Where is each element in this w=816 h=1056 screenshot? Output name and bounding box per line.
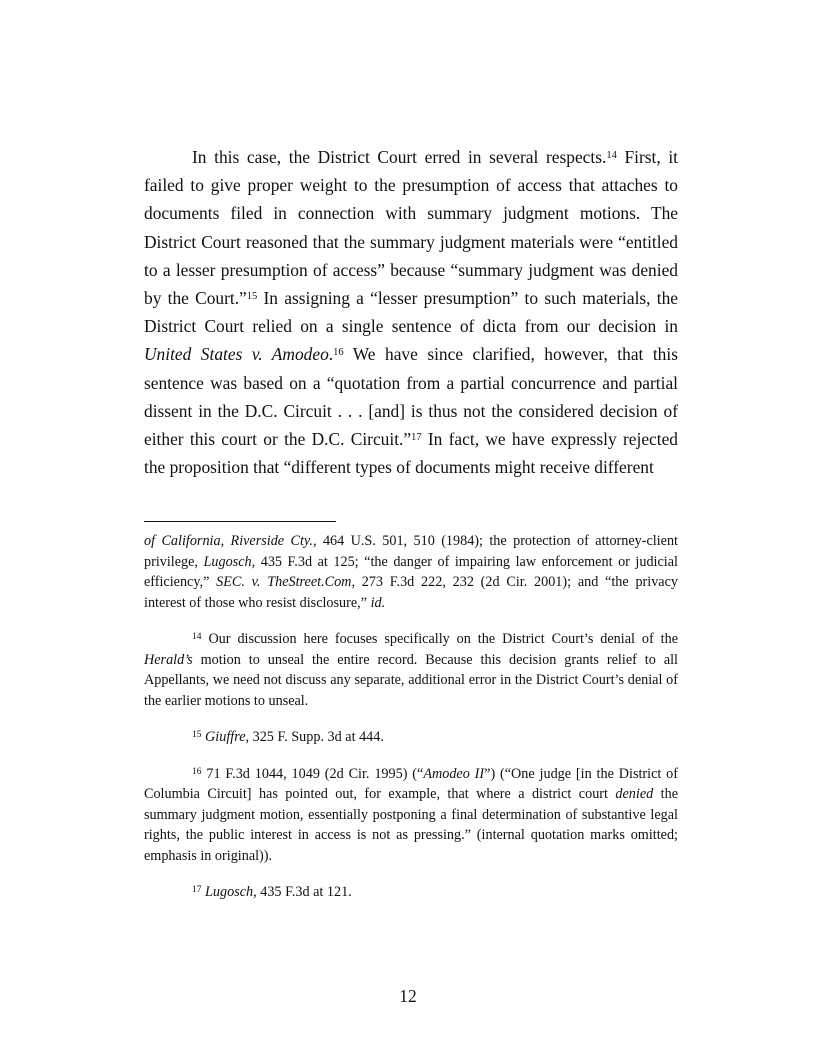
body-paragraph bbox=[144, 143, 678, 481]
main-body-text bbox=[144, 143, 678, 481]
footnote-number: 16 bbox=[192, 766, 202, 777]
footnote-text: ”) (“One judge [in the District of Columbia Circuit] has pointed out, for example, that where a district court bbox=[144, 765, 678, 802]
case-name: SEC. v. TheStreet.Com bbox=[216, 574, 352, 590]
footnote-ref-15: 15 bbox=[246, 291, 258, 303]
footnote-text: , 435 F.3d at 125; “the danger of impairing law enforcement or judicial efficiency,” bbox=[144, 553, 678, 590]
footnote-continuation bbox=[144, 531, 678, 613]
footnote-text: 325 F. Supp. 3d at 444. bbox=[249, 729, 384, 745]
punctuation: . bbox=[328, 344, 334, 365]
case-name: id. bbox=[370, 594, 386, 611]
sentence: In assigning a “lesser presumption” to such materials, the District Court relied on a single sentence of dicta from our decision in bbox=[144, 288, 678, 337]
footnote-separator bbox=[144, 521, 336, 522]
case-name: Giuffre, bbox=[205, 729, 250, 745]
case-name: Lugosch bbox=[203, 553, 252, 570]
footnote-ref-16: 16 bbox=[333, 347, 344, 359]
footnote-text: , 273 F.3d 222, 232 (2d Cir. 2001); and “the privacy interest of those who resist disclosure,” bbox=[144, 574, 678, 611]
sentence: First, it failed to give proper weight to the presumption of access that attaches to documents filed in connection with summary judgment motions. The District Court reasoned that the summary judgment materials were “entitled to a lesser presumption of access” because “summary judgment was denied by the Court.” bbox=[144, 147, 678, 309]
footnote-text: the summary judgment motion, essentially postponing a final determination of substantive legal rights, the public interest in access is not as pressing.” (internal quotation marks omitted; emphasis in original)). bbox=[144, 786, 678, 864]
case-name-amodeo: United States v. Amodeo bbox=[144, 344, 329, 365]
footnote-text: motion to unseal the entire record. Because this decision grants relief to all Appellants, we need not discuss any separate, additional error in the District Court’s denial of the earlier motions to unseal. bbox=[144, 651, 678, 709]
sentence: In fact, we have expressly rejected the proposition that “different types of documents might receive different bbox=[144, 429, 678, 478]
sentence: In this case, the District Court erred in several respects. bbox=[192, 147, 607, 167]
emphasis: denied bbox=[615, 786, 654, 802]
case-name: Herald’s bbox=[144, 651, 193, 668]
footnote-ref-14: 14 bbox=[606, 150, 617, 161]
footnote-text: , 435 F.3d at 121. bbox=[253, 884, 352, 900]
case-name: Lugosch bbox=[205, 884, 254, 900]
footnotes bbox=[144, 531, 678, 919]
footnote-15 bbox=[144, 727, 678, 748]
case-name: Amodeo II bbox=[423, 765, 485, 782]
footnote-16 bbox=[144, 764, 678, 867]
footnote-text: 71 F.3d 1044, 1049 (2d Cir. 1995) (“ bbox=[201, 765, 424, 782]
footnote-14 bbox=[144, 629, 678, 711]
sentence: We have since clarified, however, that this sentence was based on a “quotation from a partial concurrence and partial dissent in the D.C. Circuit . . . [and] is thus not the considered decision of either this court or the D.C. Circuit.” bbox=[144, 344, 678, 450]
footnote-number: 17 bbox=[192, 885, 202, 895]
footnote-text: , 464 U.S. 501, 510 (1984); the protection of attorney-client privilege, bbox=[144, 533, 678, 570]
footnote-number: 14 bbox=[192, 632, 202, 642]
page-number: 12 bbox=[399, 986, 417, 1006]
footnote-number: 15 bbox=[192, 730, 202, 740]
footnote-17 bbox=[144, 882, 678, 903]
footnote-text: Our discussion here focuses specifically on the District Court’s denial of the bbox=[201, 631, 678, 647]
case-name: of California, Riverside Cty. bbox=[144, 533, 313, 549]
footnote-ref-17: 17 bbox=[411, 432, 422, 444]
